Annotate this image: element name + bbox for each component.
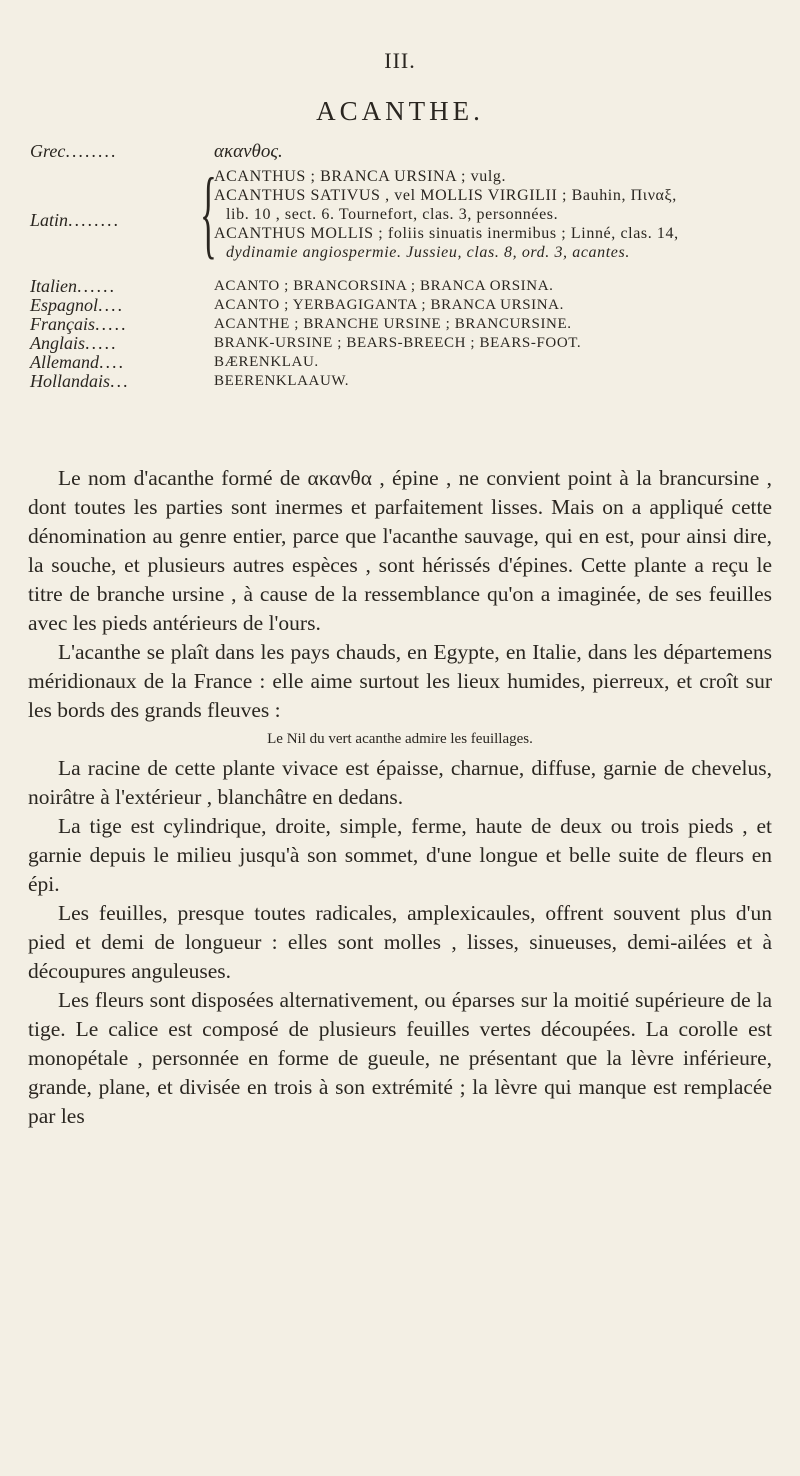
paragraph: Les fleurs sont disposées alternativement, ou éparses sur la moitié supérieure de la tige. Le calice est composé de plusieurs feuilles vertes découpées. La corolle est monopétale , personnée en forme de gueule, ne présentant que la lèvre inférieure, grande, plane, et divisée en trois à son extrémité ; la lèvre qui manque est remplacée par les: [28, 988, 772, 1128]
leader-dots: ........: [65, 141, 118, 161]
name-row-francais: [30, 315, 770, 334]
name-row-grec: [30, 142, 770, 161]
name-value: ACANTO ; BRANCORSINA ; BRANCA ORSINA.: [214, 278, 554, 294]
page-title: ACANTHE.: [316, 96, 484, 126]
leader-dots: ....: [98, 295, 125, 315]
paragraph: La tige est cylindrique, droite, simple, ferme, haute de deux ou trois pieds , et garnie depuis le milieu jusqu'à son sommet, d'une longue et belle suite de fleurs en épi.: [28, 814, 772, 896]
page-number: III.: [384, 48, 416, 73]
lang-label: Italien: [30, 276, 77, 296]
leader-dots: ....: [99, 352, 125, 372]
name-value: ACANTO ; YERBAGIGANTA ; BRANCA URSINA.: [214, 297, 564, 313]
name-value: ACANTHUS ; BRANCA URSINA ; vulg.: [214, 168, 507, 185]
name-value: BRANK-URSINE ; BEARS-BREECH ; BEARS-FOOT.: [214, 335, 582, 351]
paragraph: La racine de cette plante vivace est épaisse, charnue, diffuse, garnie de chevelus, noirâtre à l'extérieur , blanchâtre en dedans.: [28, 756, 772, 809]
main-text: [28, 464, 772, 1131]
name-row-espagnol: [30, 296, 770, 315]
name-value: ακανθος.: [214, 141, 283, 162]
lang-label: Hollandais: [30, 371, 111, 391]
leader-dots: .....: [95, 314, 128, 334]
lang-label: Anglais: [30, 333, 86, 353]
name-row-italien: [30, 277, 770, 296]
name-value: ACANTHUS SATIVUS , vel MOLLIS VIRGILII ; Bauhin, Πιναξ,: [214, 187, 677, 204]
name-value: ACANTHUS MOLLIS ; foliis sinuatis inermibus ; Linné, clas. 14,: [214, 225, 679, 242]
name-value: lib. 10 , sect. 6. Tournefort, clas. 3, personnées.: [226, 206, 559, 223]
name-row-anglais: [30, 334, 770, 353]
lang-label: Espagnol: [30, 295, 99, 315]
paragraph: Le nom d'acanthe formé de ακανθα , épine , ne convient point à la brancursine , dont toutes les parties sont inermes et parfaitement lisses. Mais on a appliqué cette dénomination au genre entier, parce que l'acanthe sauvage, qui en est, pour ainsi dire, la souche, et plusieurs autres espèces , sont hérissés d'épines. Cette plante a reçu le titre de branche ursine , à cause de la ressemblance qu'on a imaginée, de ses feuilles avec les pieds antérieurs de l'ours.: [28, 466, 772, 635]
name-row-hollandais: [30, 372, 770, 391]
paragraph: L'acanthe se plaît dans les pays chauds, en Egypte, en Italie, dans les départemens méridionaux de la France : elle aime surtout les lieux humides, pierreux, et croît sur les bords des grands fleuves :: [28, 640, 772, 722]
leader-dots: .....: [85, 333, 118, 353]
lang-label: Grec: [30, 141, 66, 161]
name-value: BEERENKLAAUW.: [214, 373, 350, 389]
leader-dots: ......: [77, 276, 116, 296]
verse-quote: Le Nil du vert acanthe admire les feuillages.: [267, 731, 533, 747]
name-value: BÆRENKLAU.: [214, 354, 319, 370]
name-row-latin: [30, 157, 770, 277]
lang-label: Français: [30, 314, 95, 334]
paragraph: Les feuilles, presque toutes radicales, amplexicaules, offrent souvent plus d'un pied et demi de longueur : elles sont molles , lisses, sinueuses, demi-ailées et à découpures anguleuses.: [28, 901, 772, 983]
lang-label: Allemand: [30, 352, 99, 372]
name-value: ACANTHE ; BRANCHE URSINE ; BRANCURSINE.: [214, 316, 572, 332]
brace-mark: {: [200, 157, 217, 268]
synonymy-table: [30, 142, 770, 391]
lang-label: Latin: [30, 210, 69, 230]
name-value: dydinamie angiospermie. Jussieu, clas. 8, ord. 3, acantes.: [226, 244, 630, 261]
name-row-allemand: [30, 353, 770, 372]
leader-dots: ...: [110, 371, 130, 391]
leader-dots: ........: [68, 210, 121, 230]
